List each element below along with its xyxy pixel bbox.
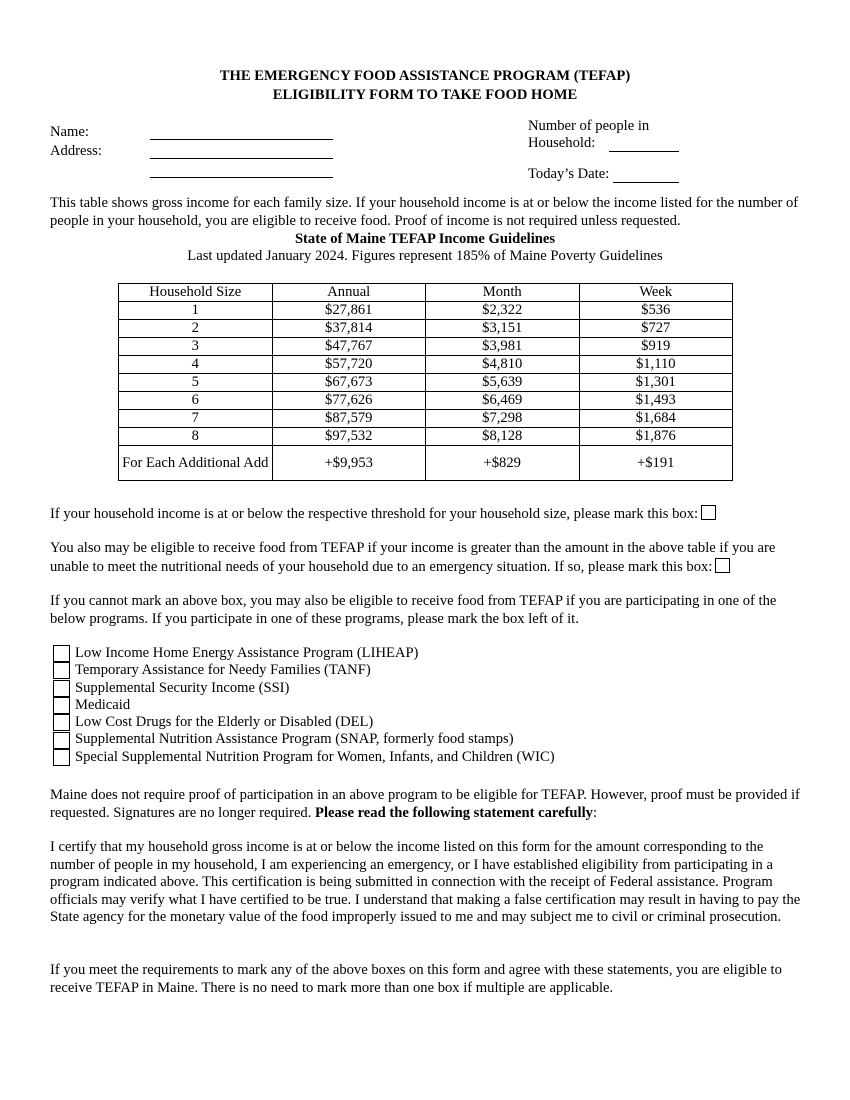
cell-month: $5,639: [426, 374, 580, 392]
program-item: [53, 714, 555, 731]
proof-end: :: [592, 804, 598, 821]
table-row: [119, 302, 733, 320]
cell-annual: $57,720: [272, 356, 426, 374]
household-count-field[interactable]: [609, 136, 679, 152]
program-label: Special Supplemental Nutrition Program for Women, Infants, and Children (WIC): [75, 748, 555, 765]
program-item: [53, 731, 555, 748]
cell-household-size: 5: [119, 374, 273, 392]
header-week: Week: [579, 284, 733, 302]
header-household-size: Household Size: [119, 284, 273, 302]
address-label: Address:: [50, 143, 102, 159]
cell-week: $1,684: [579, 410, 733, 428]
intro-text: This table shows gross income for each family size. If your household income is at or below the income listed for the number of people in your household, you are eligible to receive food. Proof of income is not required unless requested.: [50, 195, 799, 229]
cell-household-size: 4: [119, 356, 273, 374]
date-field[interactable]: [613, 167, 679, 183]
cell-month: $3,981: [426, 338, 580, 356]
household-label-2: Household:: [528, 135, 596, 151]
cell-household-size: 7: [119, 410, 273, 428]
table-row-additional: [119, 446, 733, 481]
cell-week: $1,493: [579, 392, 733, 410]
income-guidelines-table: [118, 283, 733, 481]
cell-week: $536: [579, 302, 733, 320]
header-annual: Annual: [272, 284, 426, 302]
threshold-text: If your household income is at or below the respective threshold for your household size, please mark this box:: [50, 506, 699, 522]
program-item: [53, 662, 555, 679]
certification-statement: I certify that my household gross income is at or below the income listed on this form for the amount corresponding to the number of people in my household, I am experiencing an emergency, or I have established eligibility from participating in a program indicated above. This certification is being submitted in connection with the receipt of Federal assistance. Program officials may verify what I have certified to be true. I understand that making a false certification may result in having to pay the State agency for the monetary value of the food improperly issued to me and may subject me to civil or criminal prosecution.: [50, 839, 801, 925]
program-label: Medicaid: [75, 696, 131, 713]
table-row: [119, 356, 733, 374]
household-label-1: Number of people in: [528, 118, 650, 134]
program-checkbox[interactable]: [53, 680, 70, 697]
cell-week: $919: [579, 338, 733, 356]
threshold-statement: [50, 505, 810, 524]
date-label: Today’s Date:: [528, 166, 610, 182]
table-row: [119, 374, 733, 392]
program-checkbox[interactable]: [53, 697, 70, 714]
cell-household-size: 8: [119, 428, 273, 446]
additional-month: +$829: [426, 446, 580, 481]
program-checkbox[interactable]: [53, 662, 70, 679]
additional-annual: +$9,953: [272, 446, 426, 481]
table-row: [119, 338, 733, 356]
programs-list: [53, 645, 555, 766]
program-label: Supplemental Security Income (SSI): [75, 679, 290, 696]
cell-month: $7,298: [426, 410, 580, 428]
program-label: Low Income Home Energy Assistance Program (LIHEAP): [75, 644, 419, 661]
cell-household-size: 1: [119, 302, 273, 320]
cell-month: $8,128: [426, 428, 580, 446]
program-label: Temporary Assistance for Needy Families (TANF): [75, 662, 371, 679]
program-item: [53, 697, 555, 714]
additional-week: +$191: [579, 446, 733, 481]
cell-annual: $87,579: [272, 410, 426, 428]
cell-annual: $67,673: [272, 374, 426, 392]
emergency-checkbox[interactable]: [715, 558, 730, 573]
program-item: [53, 680, 555, 697]
table-subtitle: Last updated January 2024. Figures represent 185% of Maine Poverty Guidelines: [187, 248, 663, 264]
cell-month: $4,810: [426, 356, 580, 374]
cell-week: $1,110: [579, 356, 733, 374]
proof-text: Maine does not require proof of participation in an above program to be eligible for TEFAP. However, proof must be provided if requested. Signatures are no longer required.: [50, 787, 800, 821]
proof-statement: [50, 787, 802, 822]
cell-household-size: 3: [119, 338, 273, 356]
cell-month: $2,322: [426, 302, 580, 320]
program-item: [53, 645, 555, 662]
programs-intro: If you cannot mark an above box, you may also be eligible to receive food from TEFAP if you are participating in one of the below programs. If you participate in one of these programs, please mark the box left of it.: [50, 593, 777, 627]
table-row: [119, 410, 733, 428]
cell-week: $1,876: [579, 428, 733, 446]
emergency-text: You also may be eligible to receive food from TEFAP if your income is greater than the amount in the above table if you are unable to meet the nutritional needs of your household due to an emergency situation. If so, please mark this box:: [50, 540, 776, 575]
program-checkbox[interactable]: [53, 749, 70, 766]
name-field[interactable]: [150, 124, 333, 140]
cell-household-size: 6: [119, 392, 273, 410]
closing-statement: If you meet the requirements to mark any of the above boxes on this form and agree with these statements, you are eligible to receive TEFAP in Maine. There is no need to mark more than one box if multiple are applicable.: [50, 962, 782, 996]
table-row: [119, 392, 733, 410]
threshold-checkbox[interactable]: [701, 505, 716, 520]
program-checkbox[interactable]: [53, 645, 70, 662]
program-label: Low Cost Drugs for the Elderly or Disabled (DEL): [75, 714, 374, 731]
program-item: [53, 749, 555, 766]
cell-annual: $47,767: [272, 338, 426, 356]
form-subtitle: ELIGIBILITY FORM TO TAKE FOOD HOME: [272, 87, 578, 103]
address-field-line-2[interactable]: [150, 162, 333, 178]
program-checkbox[interactable]: [53, 714, 70, 731]
address-field-line-1[interactable]: [150, 143, 333, 159]
cell-month: $3,151: [426, 320, 580, 338]
table-header-row: [119, 284, 733, 302]
program-label: Supplemental Nutrition Assistance Program (SNAP, formerly food stamps): [75, 731, 514, 748]
table-title: State of Maine TEFAP Income Guidelines: [294, 231, 556, 247]
program-checkbox[interactable]: [53, 732, 70, 749]
table-row: [119, 428, 733, 446]
header-month: Month: [426, 284, 580, 302]
proof-bold-text: Please read the following statement carefully: [315, 804, 593, 821]
cell-month: $6,469: [426, 392, 580, 410]
cell-week: $1,301: [579, 374, 733, 392]
cell-annual: $27,861: [272, 302, 426, 320]
additional-label: For Each Additional Add: [119, 446, 273, 481]
form-title: THE EMERGENCY FOOD ASSISTANCE PROGRAM (TEFAP): [219, 68, 631, 84]
cell-household-size: 2: [119, 320, 273, 338]
name-label: Name:: [50, 124, 89, 140]
cell-annual: $77,626: [272, 392, 426, 410]
cell-annual: $37,814: [272, 320, 426, 338]
cell-week: $727: [579, 320, 733, 338]
table-row: [119, 320, 733, 338]
emergency-statement: [50, 540, 810, 576]
cell-annual: $97,532: [272, 428, 426, 446]
